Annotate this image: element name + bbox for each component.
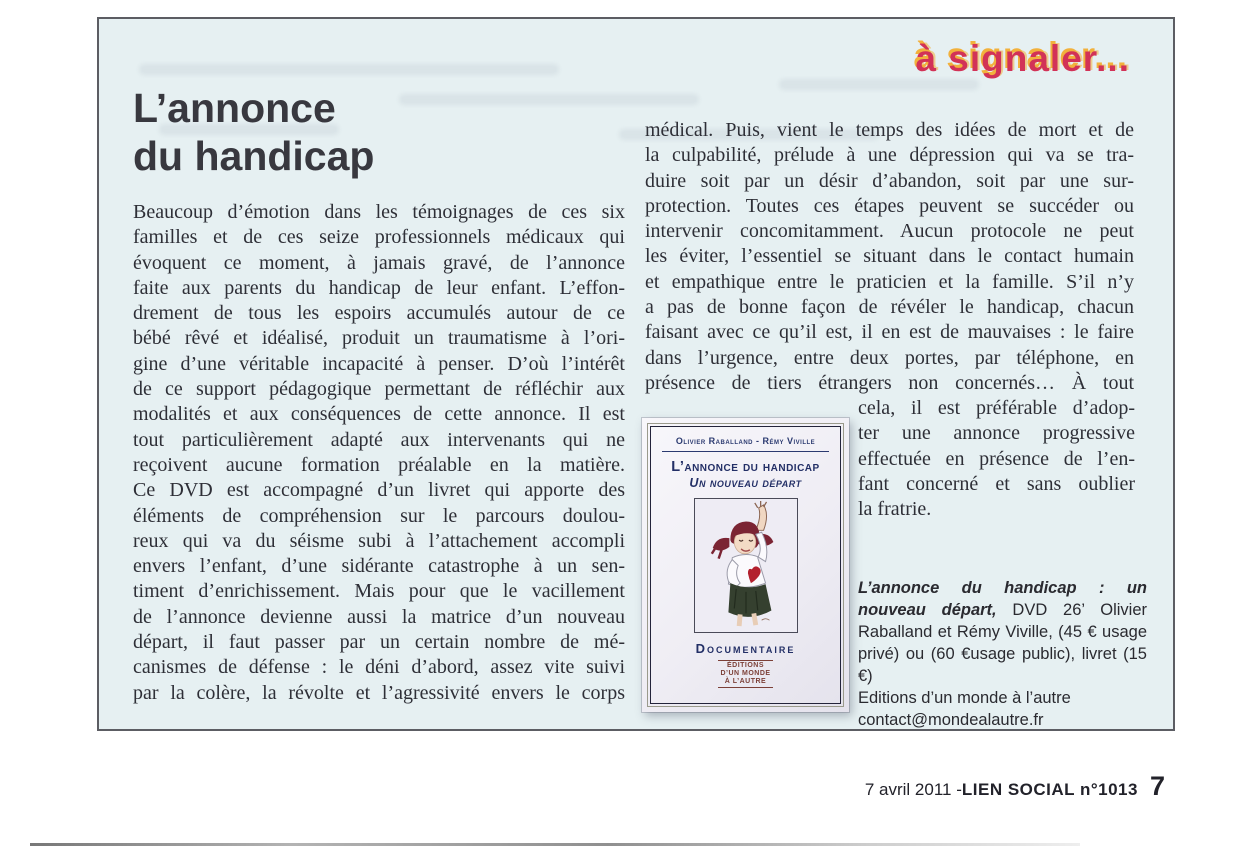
dvd-publisher-line1: ÉDITIONS: [726, 662, 765, 669]
section-label: à signaler...: [915, 38, 1130, 79]
dvd-authors: Olivier Raballand - Rémy Viville: [662, 436, 828, 452]
body-text-line: par la colère, la révolte et l’agressivité envers le corps: [133, 681, 625, 704]
body-text-line: a pas de bonne façon de révéler le handicap, chacun: [645, 296, 1134, 319]
body-text-line: évoquent ce moment, à jamais gravé, de l’annonce: [133, 251, 625, 274]
article-left-column: [133, 200, 625, 706]
body-text-line: éléments de compréhension sur le parcours doulou-: [133, 504, 625, 527]
body-text-line: cela, il est préférable d’adop-: [858, 397, 1135, 419]
body-text-line: intervenir concomitamment. Aucun protocole ne peut: [645, 220, 1134, 243]
body-text-line: canismes de défense : le déni d’abord, assez vite suivi: [133, 656, 625, 679]
girl-illustration-icon: [697, 501, 795, 630]
footer-journal-issue: LIEN SOCIAL n°1013: [961, 780, 1138, 799]
body-text-line: effectuée en présence de l’en-: [858, 447, 1135, 470]
dvd-subtitle: Un nouveau départ: [689, 476, 802, 490]
caption-main: [858, 577, 1147, 687]
body-text-line: envers l’enfant, d’une sidérante catastrophe à un sen-: [133, 555, 625, 578]
article-right-column: [645, 118, 1134, 396]
caption-contact-email: contact@mondealautre.fr: [858, 711, 1044, 729]
body-text-line: fant concerné et sans oublier: [858, 472, 1135, 495]
body-text-line: modalités et aux conséquences de cette annonce. Il est: [133, 403, 625, 426]
body-text-line: protection. Toutes ces étapes peuvent se succéder ou: [645, 194, 1134, 217]
body-text-line: la fratrie.: [858, 498, 932, 521]
dvd-cover-frame: [650, 426, 841, 704]
scan-bleed-artifact: [779, 79, 979, 90]
body-text-line: et empathique entre le praticien et la famille. S’il n’y: [645, 270, 1134, 293]
body-text-line: Beaucoup d’émotion dans les témoignages de ces six: [133, 201, 625, 223]
article-title-line1: L’annonce: [133, 85, 336, 131]
body-text-line: familles et de ces seize professionnels médicaux qui: [133, 226, 625, 249]
body-text-line: dans l’urgence, entre deux portes, par téléphone, en: [645, 346, 1134, 369]
body-text-line: les éviter, l’essentiel se situant dans le contact humain: [645, 245, 1134, 268]
body-text-line: duire soit par un désir d’abandon, soit par une sur-: [645, 169, 1134, 192]
body-text-line: départ, il faut passer par un certain nombre de mé-: [133, 631, 625, 654]
body-text-line: faite aux parents du handicap de leur enfant. L’effon-: [133, 276, 625, 299]
caption-credits: DVD 26’ Olivier Raballand et Rémy Viville, (45 € usage privé) ou (60 €usage public), livret (15 €): [858, 601, 1147, 685]
body-text-line: tout particulièrement adapté aux intervenants qui ne: [133, 428, 625, 451]
body-text-line: timent d’enrichissement. Mais pour que le vacillement: [133, 580, 625, 603]
footer-page-number: 7: [1149, 771, 1165, 801]
dvd-cover: [642, 418, 849, 712]
dvd-caption: [858, 577, 1147, 731]
dvd-genre: Documentaire: [695, 641, 796, 656]
article-title-line2: du handicap: [133, 133, 375, 179]
body-text-line: Ce DVD est accompagné d’un livret qui apporte des: [133, 479, 625, 502]
body-text-line: reux qui va du séisme subi à l’attachement accompli: [133, 529, 625, 552]
body-text-line: médical. Puis, vient le temps des idées de mort et de: [645, 119, 1134, 141]
dvd-illustration: [694, 498, 798, 633]
body-text-line: reçoivent aucune formation préalable en la matière.: [133, 453, 625, 476]
article-right-column-narrow: [858, 396, 1135, 522]
body-text-line: ter une annonce progressive: [858, 422, 1135, 445]
caption-title: L’annonce du handicap : un nouveau départ,: [858, 579, 1147, 619]
body-text-line: drement de tous les espoirs accumulés autour de ce: [133, 302, 625, 325]
footer-date: 7 avril 2011 -: [864, 780, 962, 799]
body-text-line: gine d’une véritable incapacité à penser. D’où l’intérêt: [133, 352, 625, 375]
body-text-line: faisant avec ce qu’il est, il en est de mauvaises : le faire: [645, 321, 1134, 344]
page-footer: [865, 771, 1165, 802]
dvd-publisher-line3: À L’AUTRE: [724, 678, 767, 685]
dvd-publisher-logo: [718, 660, 772, 688]
article-title: [133, 84, 374, 180]
scan-bleed-artifact: [399, 94, 699, 105]
body-text-line: de ce support pédagogique permettant de réfléchir aux: [133, 378, 625, 401]
scan-bleed-artifact: [139, 64, 559, 75]
body-text-line: bébé rêvé et idéalisé, produit un traumatisme à l’ori-: [133, 327, 625, 350]
dvd-title: L’annonce du handicap: [671, 459, 820, 475]
body-text-line: la culpabilité, prélude à une dépression qui va se tra-: [645, 144, 1134, 167]
body-text-line: présence de tiers étrangers non concernés… À tout: [645, 371, 1134, 394]
dvd-publisher-line2: D’UN MONDE: [720, 670, 771, 677]
body-text-line: de l’annonce devienne aussi la matrice d’un nouveau: [133, 605, 625, 628]
caption-publisher: Editions d’un monde à l’autre: [858, 689, 1071, 707]
